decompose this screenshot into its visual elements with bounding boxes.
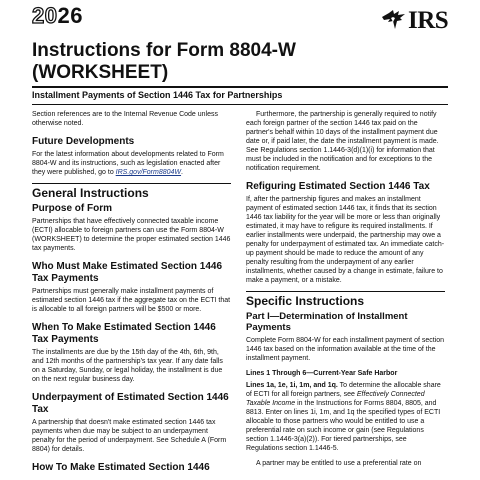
who-must-text: Partnerships must generally make installment payments of estimated section 1446 tax if the aggregate tax on the ECTI that is allocable to all foreign partners will be $500 or more.: [32, 288, 231, 313]
left-column: [32, 110, 231, 476]
specific-instructions-heading: Specific Instructions: [246, 294, 365, 308]
title-line-2: (WORKSHEET): [32, 62, 169, 83]
future-text-before: For the latest information about developments related to Form 8804-W and its instructions, such as legislation enacted after they were published, go to: [32, 151, 224, 176]
year-solid-digits: 26: [57, 3, 83, 28]
lines-text-1: To determine the allocable share of ECTI for all foreign partners, see: [246, 382, 441, 398]
part-1-text: Complete Form 8804-W for each installment payment of section 1446 tax based on the information available at the time of the installment payment.: [246, 337, 445, 362]
future-developments-heading: Future Developments: [32, 136, 135, 147]
purpose-text: Partnerships that have effectively connected taxable income (ECTI) allocable to foreign partners can use the Form 8804-W (WORKSHEET) to determine the proper estimated section 1446 tax payments.: [32, 218, 231, 252]
when-to-heading: When To Make Estimated Section 1446 Tax Payments: [32, 322, 216, 345]
form-year: [32, 5, 83, 27]
future-text-after: .: [181, 169, 183, 176]
title-rule: [32, 86, 448, 88]
subtitle-rule: [32, 104, 448, 105]
who-must-heading: Who Must Make Estimated Section 1446 Tax Payments: [32, 261, 223, 284]
right-column: [246, 110, 445, 474]
page-title: [32, 40, 296, 84]
purpose-heading: Purpose of Form: [32, 203, 113, 214]
irs-logo: [381, 7, 457, 34]
future-developments-text: [32, 150, 231, 177]
part-1-heading: Part I—Determination of Installment Payments: [246, 311, 408, 333]
year-outline-digits: 20: [32, 3, 58, 28]
irs-form-link[interactable]: IRS.gov/Form8804W: [115, 169, 182, 176]
lines-text-2: in the Instructions for Forms 8804, 8805, and 8813. Enter on lines 1i, 1m, and 1q the specified types of ECTI allocable to those partners who would be entitled to use a preferential rate on such income or gain (see Regulations section 1.1446-3(a)(2)). For tiered partnerships, see Regulations section 1.1446-5.: [246, 400, 441, 452]
lines-italic: Effectively Connected Taxable Income: [246, 391, 425, 407]
eagle-icon: [381, 9, 407, 31]
section-rule: [32, 183, 231, 184]
when-to-text: The installments are due by the 15th day of the 4th, 6th, 9th, and 12th months of the partnership's tax year. If any date falls on a Saturday, Sunday, or legal holiday, the installment is due on the next regular business day.: [32, 349, 223, 383]
how-to-heading: How To Make Estimated Section 1446: [32, 462, 210, 473]
section-rule-right: [246, 291, 445, 292]
refiguring-heading: Refiguring Estimated Section 1446 Tax: [246, 181, 430, 192]
underpayment-text: A partnership that doesn't make estimated section 1446 tax payments when due may be subject to an underpayment penalty for the period of underpayment. See Schedule A (Form 8804) for details.: [32, 419, 227, 453]
intro-text: Section references are to the Internal Revenue Code unless otherwise noted.: [32, 111, 219, 127]
irs-logo-text: IRS: [408, 7, 449, 34]
page-subtitle: Installment Payments of Section 1446 Tax for Partnerships: [32, 90, 283, 100]
lines-1-6-heading: Lines 1 Through 6—Current-Year Safe Harbor: [246, 370, 398, 377]
lines-lead: Lines 1a, 1e, 1i, 1m, and 1q.: [246, 382, 338, 389]
general-instructions-heading: General Instructions: [32, 186, 149, 200]
title-line-1: Instructions for Form 8804-W: [32, 40, 296, 61]
furthermore-text: Furthermore, the partnership is generally required to notify each foreign partner of the section 1446 tax paid on the partner's behalf within 10 days of the installment payment due date or, if paid later, the date the installment payment is made. See Regulations section 1.1446-3(d)(1)(i) for information that must be included in the notification and for exceptions to the notification requirement.: [246, 111, 439, 172]
lines-text: [246, 381, 445, 453]
last-text: A partner may be entitled to use a preferential rate on: [256, 460, 422, 467]
refiguring-text: If, after the partnership figures and makes an installment payment of estimated section 1446 tax, it finds that its section 1446 tax liability for the year will be more or less than originally estimated, it may have to refigure its required installments. If earlier installments were underpaid, the partnership may owe a penalty for underpayment of estimated tax. An immediate catch-up payment should be made to reduce the amount of any penalty resulting from the underpayment of any earlier installments, whether caused by a change in estimate, failure to make a payment, or a mistake.: [246, 196, 445, 284]
underpayment-heading: Underpayment of Estimated Section 1446 Tax: [32, 392, 229, 415]
